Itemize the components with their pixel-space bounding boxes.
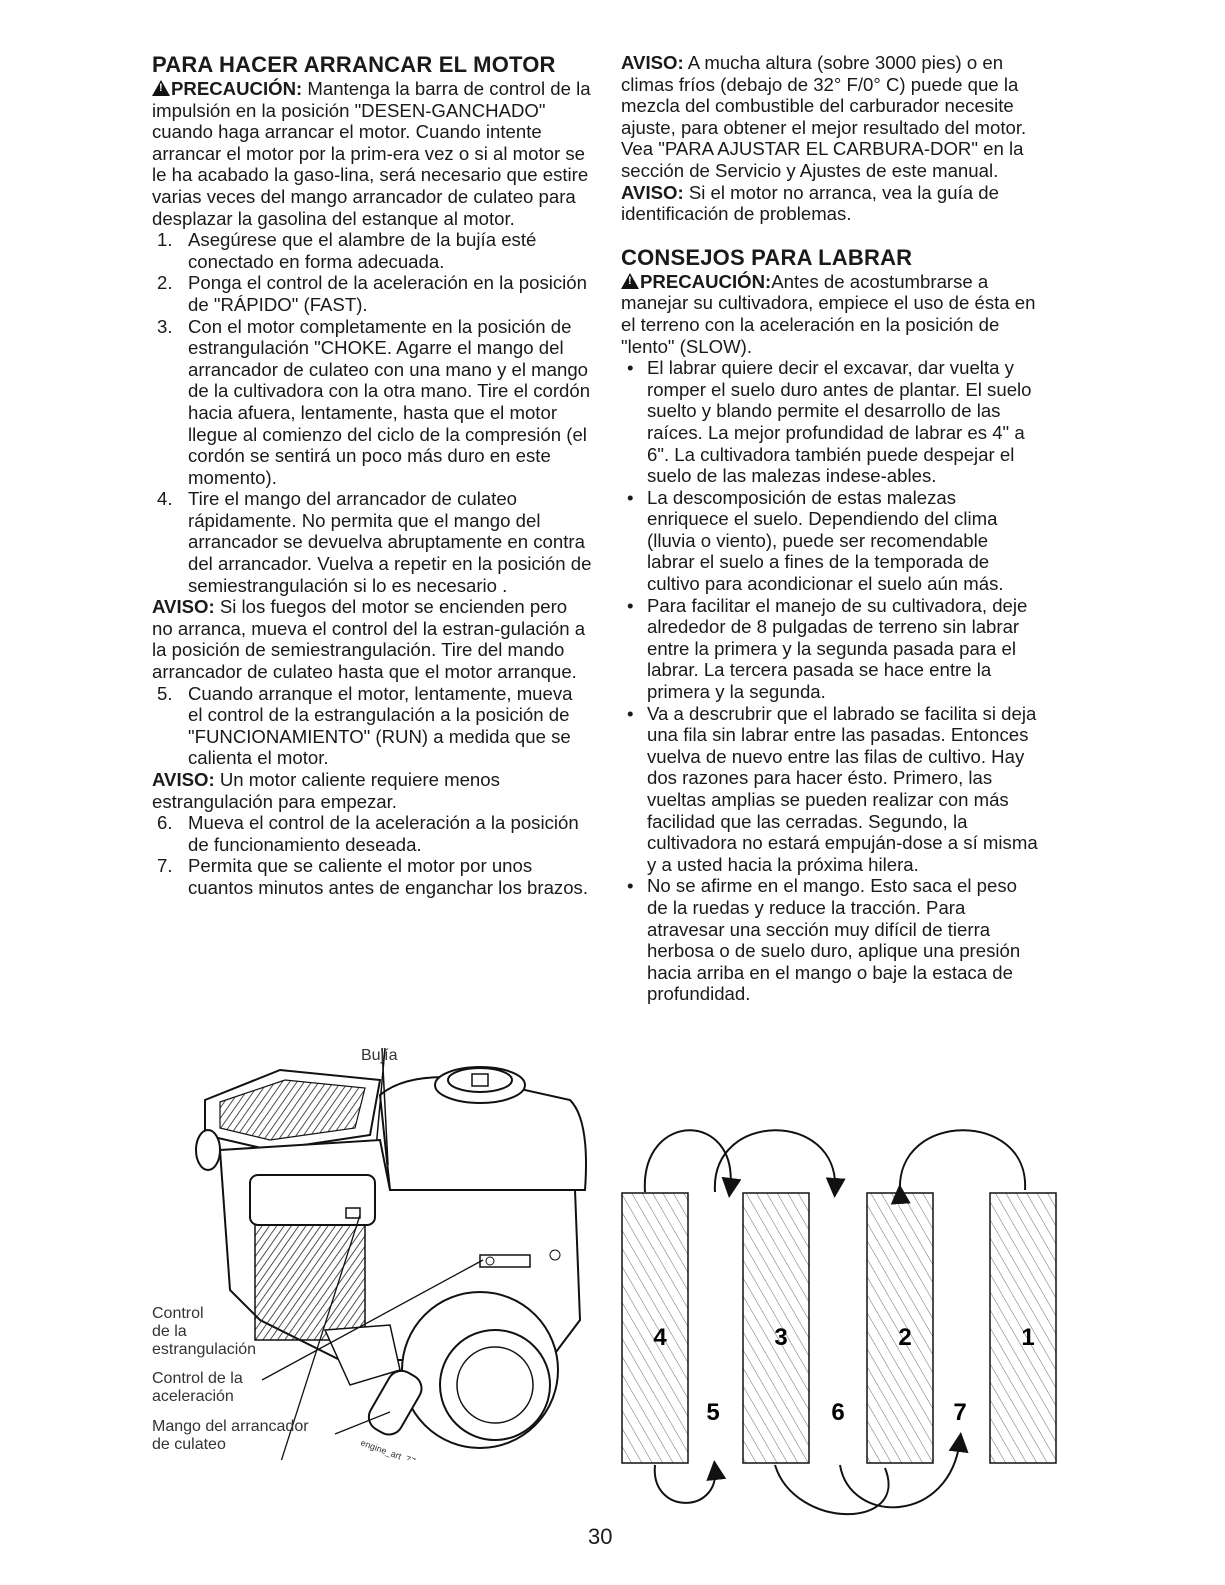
caution-paragraph (621, 271, 1039, 357)
warning-icon (621, 273, 639, 289)
aviso-paragraph (152, 769, 592, 812)
step-number: 5. (157, 682, 173, 704)
page-number: 30 (588, 1524, 613, 1549)
label-starter-handle (152, 1418, 309, 1454)
strip-number: 2 (898, 1324, 912, 1351)
strip-number: 1 (1021, 1324, 1035, 1351)
tilling-pattern-figure (610, 1120, 1060, 1530)
right-column (621, 52, 1039, 1005)
step-item (152, 316, 592, 489)
label-throttle-line1: Control de la (152, 1370, 243, 1387)
step-number: 7. (157, 855, 173, 877)
caution-text: Antes de acostumbrarse a manejar su cultivadora, empiece el uso de ésta en el terreno con la aceleración en la posición de "lento" (SLOW). (621, 270, 1036, 357)
left-column (152, 52, 592, 899)
art-tag: engine_art_77 (359, 1437, 417, 1460)
label-throttle-control (152, 1370, 243, 1406)
tip-item: • No se afirme en el mango. Esto saca el peso de la ruedas y reduce la tracción. Para atravesar una sección muy difícil de tierra herbosa o de suelo duro, aplique una presión hacia arriba en el mango o baje la estaca de profundidad. (621, 875, 1039, 1005)
label-spark-plug: Bujía (361, 1047, 398, 1064)
aviso-text: Un motor caliente requiere menos estrangulación para empezar. (152, 769, 500, 812)
caution-text: Mantenga la barra de control de la impulsión en la posición "DESEN-GANCHADO" cuando haga arrancar el motor. Cuando intente arrancar el motor por la prim-era vez o si al motor se le ha acabado la gaso-lina, será necesario que estire varias veces del mango arrancador de culateo para desplazar la gasolina del estanque al motor. (152, 78, 591, 229)
tip-item: • La descomposición de estas malezas enriquece el suelo. Dependiendo del clima (lluvia o viento), puede ser recomendable labrar el suelo a fines de la temporada de cultivo para acondicionar el suelo aún más. (621, 487, 1039, 595)
aviso-paragraph (621, 182, 1039, 225)
step-number: 6. (157, 812, 173, 834)
pass-number: 7 (953, 1399, 967, 1426)
step-number: 1. (157, 229, 173, 251)
step-number: 4. (157, 488, 173, 510)
tip-item: • Va a descrubrir que el labrado se facilita si deja una fila sin labrar entre las pasadas. Entonces vuelva de nuevo entre las filas de cultivo. Hay dos razones para hacer ésto. Primero, las vueltas amplias se pueden realizar con más facilidad que las cerradas. Segundo, la cultivadora no estará empuján-dose a sí misma y a usted hacia la próxima hilera. (621, 703, 1039, 876)
step-item (152, 229, 592, 272)
section-heading-start-engine: PARA HACER ARRANCAR EL MOTOR (152, 52, 556, 77)
step-item (152, 812, 592, 855)
step-item (152, 855, 592, 898)
step-text: Con el motor completamente en la posición de estrangulación "CHOKE. Agarre el mango del arrancador de culateo con una mano y el mango de la cultivadora con la otra mano. Tire el cordón hacia afuera, lentamente, hasta que el motor llegue al comienzo del ciclo de la compresión (el cordón se sentirá un poco más duro en este momento). (188, 315, 591, 488)
step-item (152, 488, 592, 596)
step-item (152, 683, 592, 769)
tip-item: • El labrar quiere decir el excavar, dar vuelta y romper el suelo duro antes de plantar. El suelo suelto y blando permite el desarrollo de las raíces. La mejor profundidad de labrar es 4" a 6". La cultivadora también puede despejar el suelo de las malezas indese-ables. (621, 357, 1039, 487)
caution-label: PRECAUCIÓN: (171, 78, 303, 99)
step-text: Mueva el control de la aceleración a la posición de funcionamiento deseada. (188, 812, 579, 855)
warning-icon (152, 80, 170, 96)
tilling-diagram (610, 1120, 1060, 1530)
tips-list (621, 357, 1039, 1005)
steps-list-a (152, 229, 592, 596)
aviso-label: AVISO: (621, 181, 684, 203)
tip-item: • Para facilitar el manejo de su cultivadora, deje alrededor de 8 pulgadas de terreno sin labrar entre la primera y la segunda pasada para el labrar. La tercera pasada se hace entre la primera y la segunda. (621, 595, 1039, 703)
label-choke-line3: estrangulación (152, 1341, 257, 1358)
label-starter-line2: de culateo (152, 1436, 226, 1453)
aviso-text: Si los fuegos del motor se encienden pero no arranca, mueva el control del la estran-gulación a la posición de semiestrangulación. Tire del mando arrancador de culateo hasta que el motor arranque. (152, 596, 586, 683)
pass-number: 6 (831, 1399, 845, 1426)
aviso-paragraph (152, 596, 592, 682)
caution-paragraph (152, 78, 592, 229)
label-choke-line2: de la (152, 1323, 187, 1340)
aviso-text: A mucha altura (sobre 3000 pies) o en climas fríos (debajo de 32° F/0° C) puede que la mezcla del combustible del carburador necesite ajuste, para obtener el mejor resultado del motor. Vea "PARA AJUSTAR EL CARBURA-DOR" en la sección de Servicio y Ajustes de este manual. (621, 52, 1027, 181)
aviso-label: AVISO: (621, 52, 684, 73)
step-text: Ponga el control de la aceleración en la posición de "RÁPIDO" (FAST). (188, 272, 587, 315)
aviso-text: Si el motor no arranca, vea la guía de identificación de problemas. (621, 181, 999, 225)
step-text: Tire el mango del arrancador de culateo rápidamente. No permita que el mango del arrancador se devuelva abruptamente en contra del arrancador. Vuelva a repetir en la posición de semiestrangulación si lo es necesario . (188, 488, 592, 596)
aviso-paragraph (621, 52, 1039, 182)
aviso-label: AVISO: (152, 596, 215, 618)
label-choke-control (152, 1305, 256, 1359)
pass-number: 5 (706, 1399, 720, 1426)
strip-number: 4 (653, 1324, 667, 1351)
step-text: Permita que se caliente el motor por unos cuantos minutos antes de enganchar los brazos. (188, 855, 589, 898)
label-choke-line1: Control (152, 1305, 204, 1322)
step-text: Cuando arranque el motor, lentamente, mueva el control de la estrangulación a la posición de "FUNCIONAMIENTO" (RUN) a medida que se calienta el motor. (188, 682, 573, 769)
section-heading-tilling-tips: CONSEJOS PARA LABRAR (621, 244, 913, 270)
step-number: 2. (157, 272, 173, 294)
caution-label: PRECAUCIÓN: (640, 270, 772, 292)
step-number: 3. (157, 315, 173, 337)
steps-list-c (152, 812, 592, 898)
label-starter-line1: Mango del arrancador (152, 1418, 309, 1435)
step-text: Asegúrese que el alambre de la bujía esté conectado en forma adecuada. (188, 229, 537, 272)
steps-list-b (152, 683, 592, 769)
aviso-label: AVISO: (152, 769, 215, 790)
step-item (152, 272, 592, 315)
label-throttle-line2: aceleración (152, 1388, 234, 1405)
strip-number: 3 (774, 1324, 788, 1351)
